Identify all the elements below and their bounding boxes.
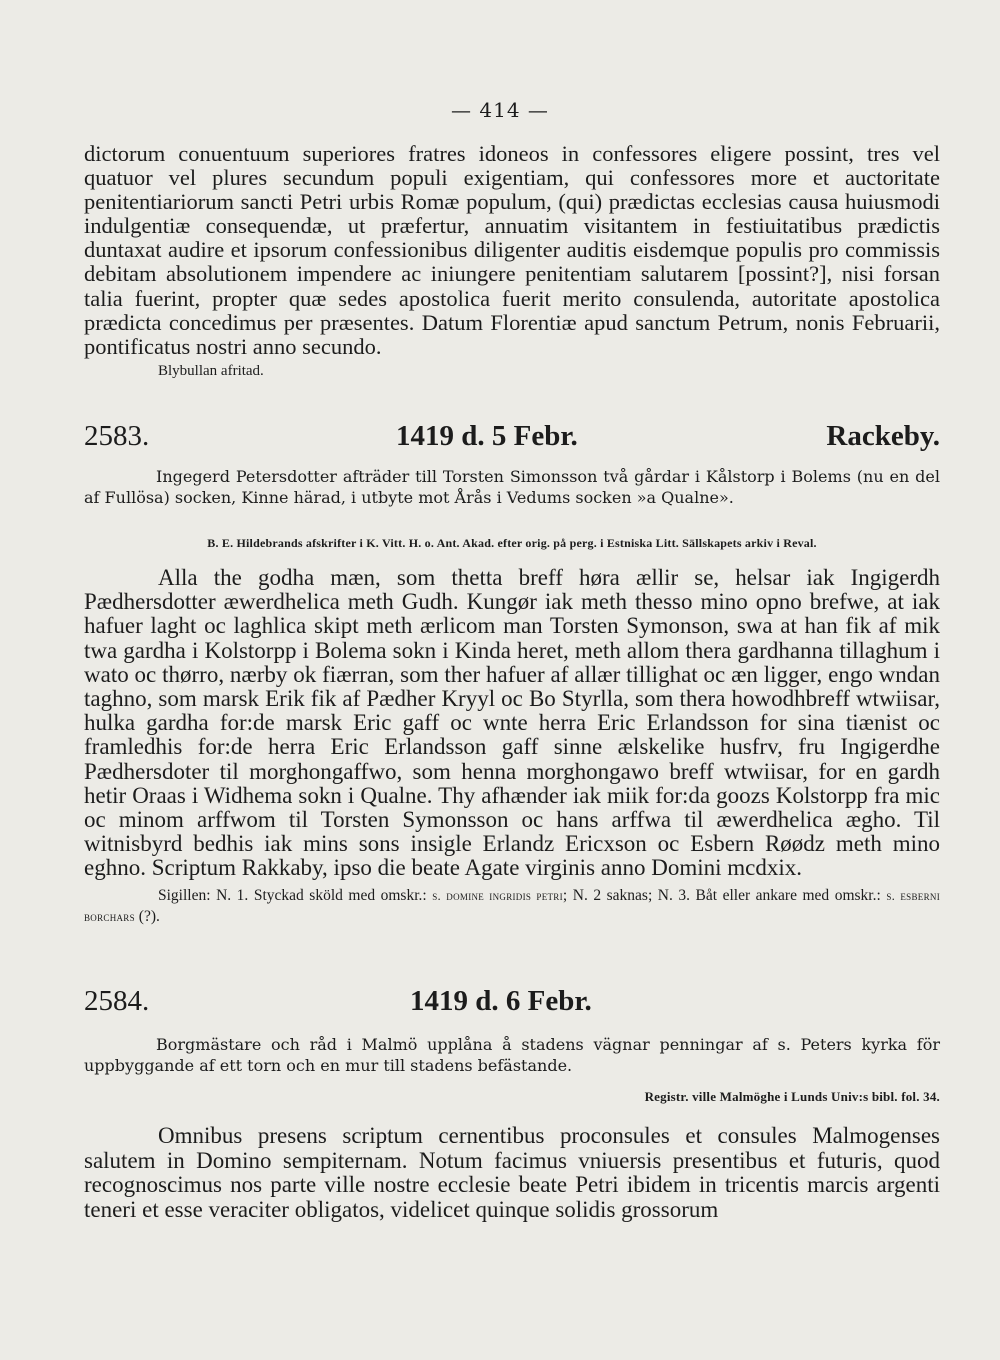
continuation-text: dictorum conuentuum superiores fratres idoneos in confessores eligere possint, tres vel quatuor vel plures secundum populi exigentiam, qui confessores more et auctoritate penitentiariorum sancti Petri urbis Romæ populum, (qui) prædictas ecclesias causa huiusmodi indulgentiæ consequendæ, ut præfertur, annuatim visitantem in festiuitatibus prædictis duntaxat audire et ipsorum confessionibus diligenter auditis eisdemque populis pro commissis debitam absolutionem impendere ac iniungere penitentiam salutarem [possint?], nisi forsan talia fuerint, propter quæ sedes apostolica fuerit merito consulenda, autoritate apostolica prædicta concedimus per præsentes. Datum Florentiæ apud sanctum Petrum, nonis Februarii, pontificatus nostri anno secundo. — [84, 141, 940, 359]
entry-summary: Ingegerd Petersdotter afträder till Torsten Simonsson två gårdar i Kålstorp i Bolems (nu en del af Fullösa) socken, Kinne härad, i utbyte mot Årås i Vedums socken »a Qualne». — [84, 467, 940, 507]
seal-note: Blybullan afritad. — [158, 362, 264, 379]
entry-2584-summary-block — [84, 1034, 940, 1076]
seal-legend: s. domine ingridis petri — [432, 887, 563, 903]
seals-description — [84, 885, 940, 927]
entry-number: 2584. — [84, 985, 150, 1017]
source-reference: Registr. ville Malmöghe i Lunds Univ:s bibl. fol. 34. — [644, 1089, 940, 1104]
entry-2583-heading — [84, 420, 940, 456]
entry-date: 1419 d. 6 Febr. — [410, 985, 592, 1017]
seals-suffix: (?). — [134, 907, 160, 925]
entry-text: Omnibus presens scriptum cernentibus proconsules et consules Malmogenses salutem in Domino sempiternam. Notum facimus vniuersis presentibus et futuris, quod recognoscimus nos parte ville nostre ecclesie beate Petri ibidem in tricentis marcis argenti teneri et esse veraciter obligatos, videlicet quinque solidis grossorum — [84, 1123, 940, 1222]
entry-summary: Borgmästare och råd i Malmö upplåna å stadens vägnar penningar af s. Peters kyrka för uppbyggande af ett torn och en mur till stadens befästande. — [84, 1035, 940, 1075]
entry-2584-text-block — [84, 1124, 940, 1222]
entry-2583-source-block — [84, 532, 940, 551]
entry-date: 1419 d. 5 Febr. — [396, 420, 578, 452]
entry-place: Rackeby. — [826, 420, 940, 452]
seals-mid: ; N. 2 saknas; N. 3. Båt eller ankare med omskr.: — [562, 886, 887, 904]
page-number: — 414 — — [451, 98, 549, 122]
entry-2583-text-block — [84, 566, 940, 927]
source-reference: B. E. Hildebrands afskrifter i K. Vitt. H. o. Ant. Akad. efter orig. på perg. i Estniska Litt. Sällskapets arkiv i Reval. — [207, 536, 817, 550]
entry-2584-source-block — [84, 1086, 940, 1105]
entry-text: Alla the godha mæn, som thetta breff høra ællir se, helsar iak Ingigerdh Pædhersdotter æwerdhelica meth Gudh. Kungør iak meth thesso mino opno brefwe, at iak hafuer laght oc laghlica skipt meth ærlicom man Torsten Symonson, swa at han fik af mik twa gardha i Kolstorpp i Bolema sokn i Kinda heret, meth allom thera gardhanna tillaghum i wato oc thørro, nærby ok fiærran, som ther hafuer af allær tillighat oc æn ligger, engo wndan taghno, som marsk Erik fik af Pædher Kryyl oc Bo Styrlla, som thera howodhbreff wtwiisar, hulka gardha for:de marsk Eric gaff oc wnte herra Eric Erlandsson for sina tiænist oc framledhis for:de herra Eric Erlandsson gaff sinne ælskelike husfrv, fru Ingigerdhe Pædhersdoter til morghongaffwo, som henna morghongawo breff wtwiisar, for en gardh hetir Oraas i Widhema sokn i Qualne. Thy afhænder iak miik for:da goozs Kolstorpp fra mic oc minom arffwom til Torsten Symonsson oc hans arffwa til æwerdhelica ægho. Til witnisbyrd bedhis iak mins sons insigle Erlandz Ericxson oc Esbern Røødz meth mino eghno. Scriptum Rakkaby, ipso die beate Agate virginis anno Domini mcdxix. — [84, 565, 940, 881]
entry-2583-summary-block — [84, 466, 940, 508]
entry-2584-heading — [84, 985, 940, 1021]
seal-legend: s. esberni borchars — [84, 887, 940, 924]
seals-prefix: Sigillen: N. 1. Styckad sköld med omskr.: — [158, 886, 433, 904]
entry-number: 2583. — [84, 420, 150, 452]
continuation-section — [84, 142, 940, 382]
